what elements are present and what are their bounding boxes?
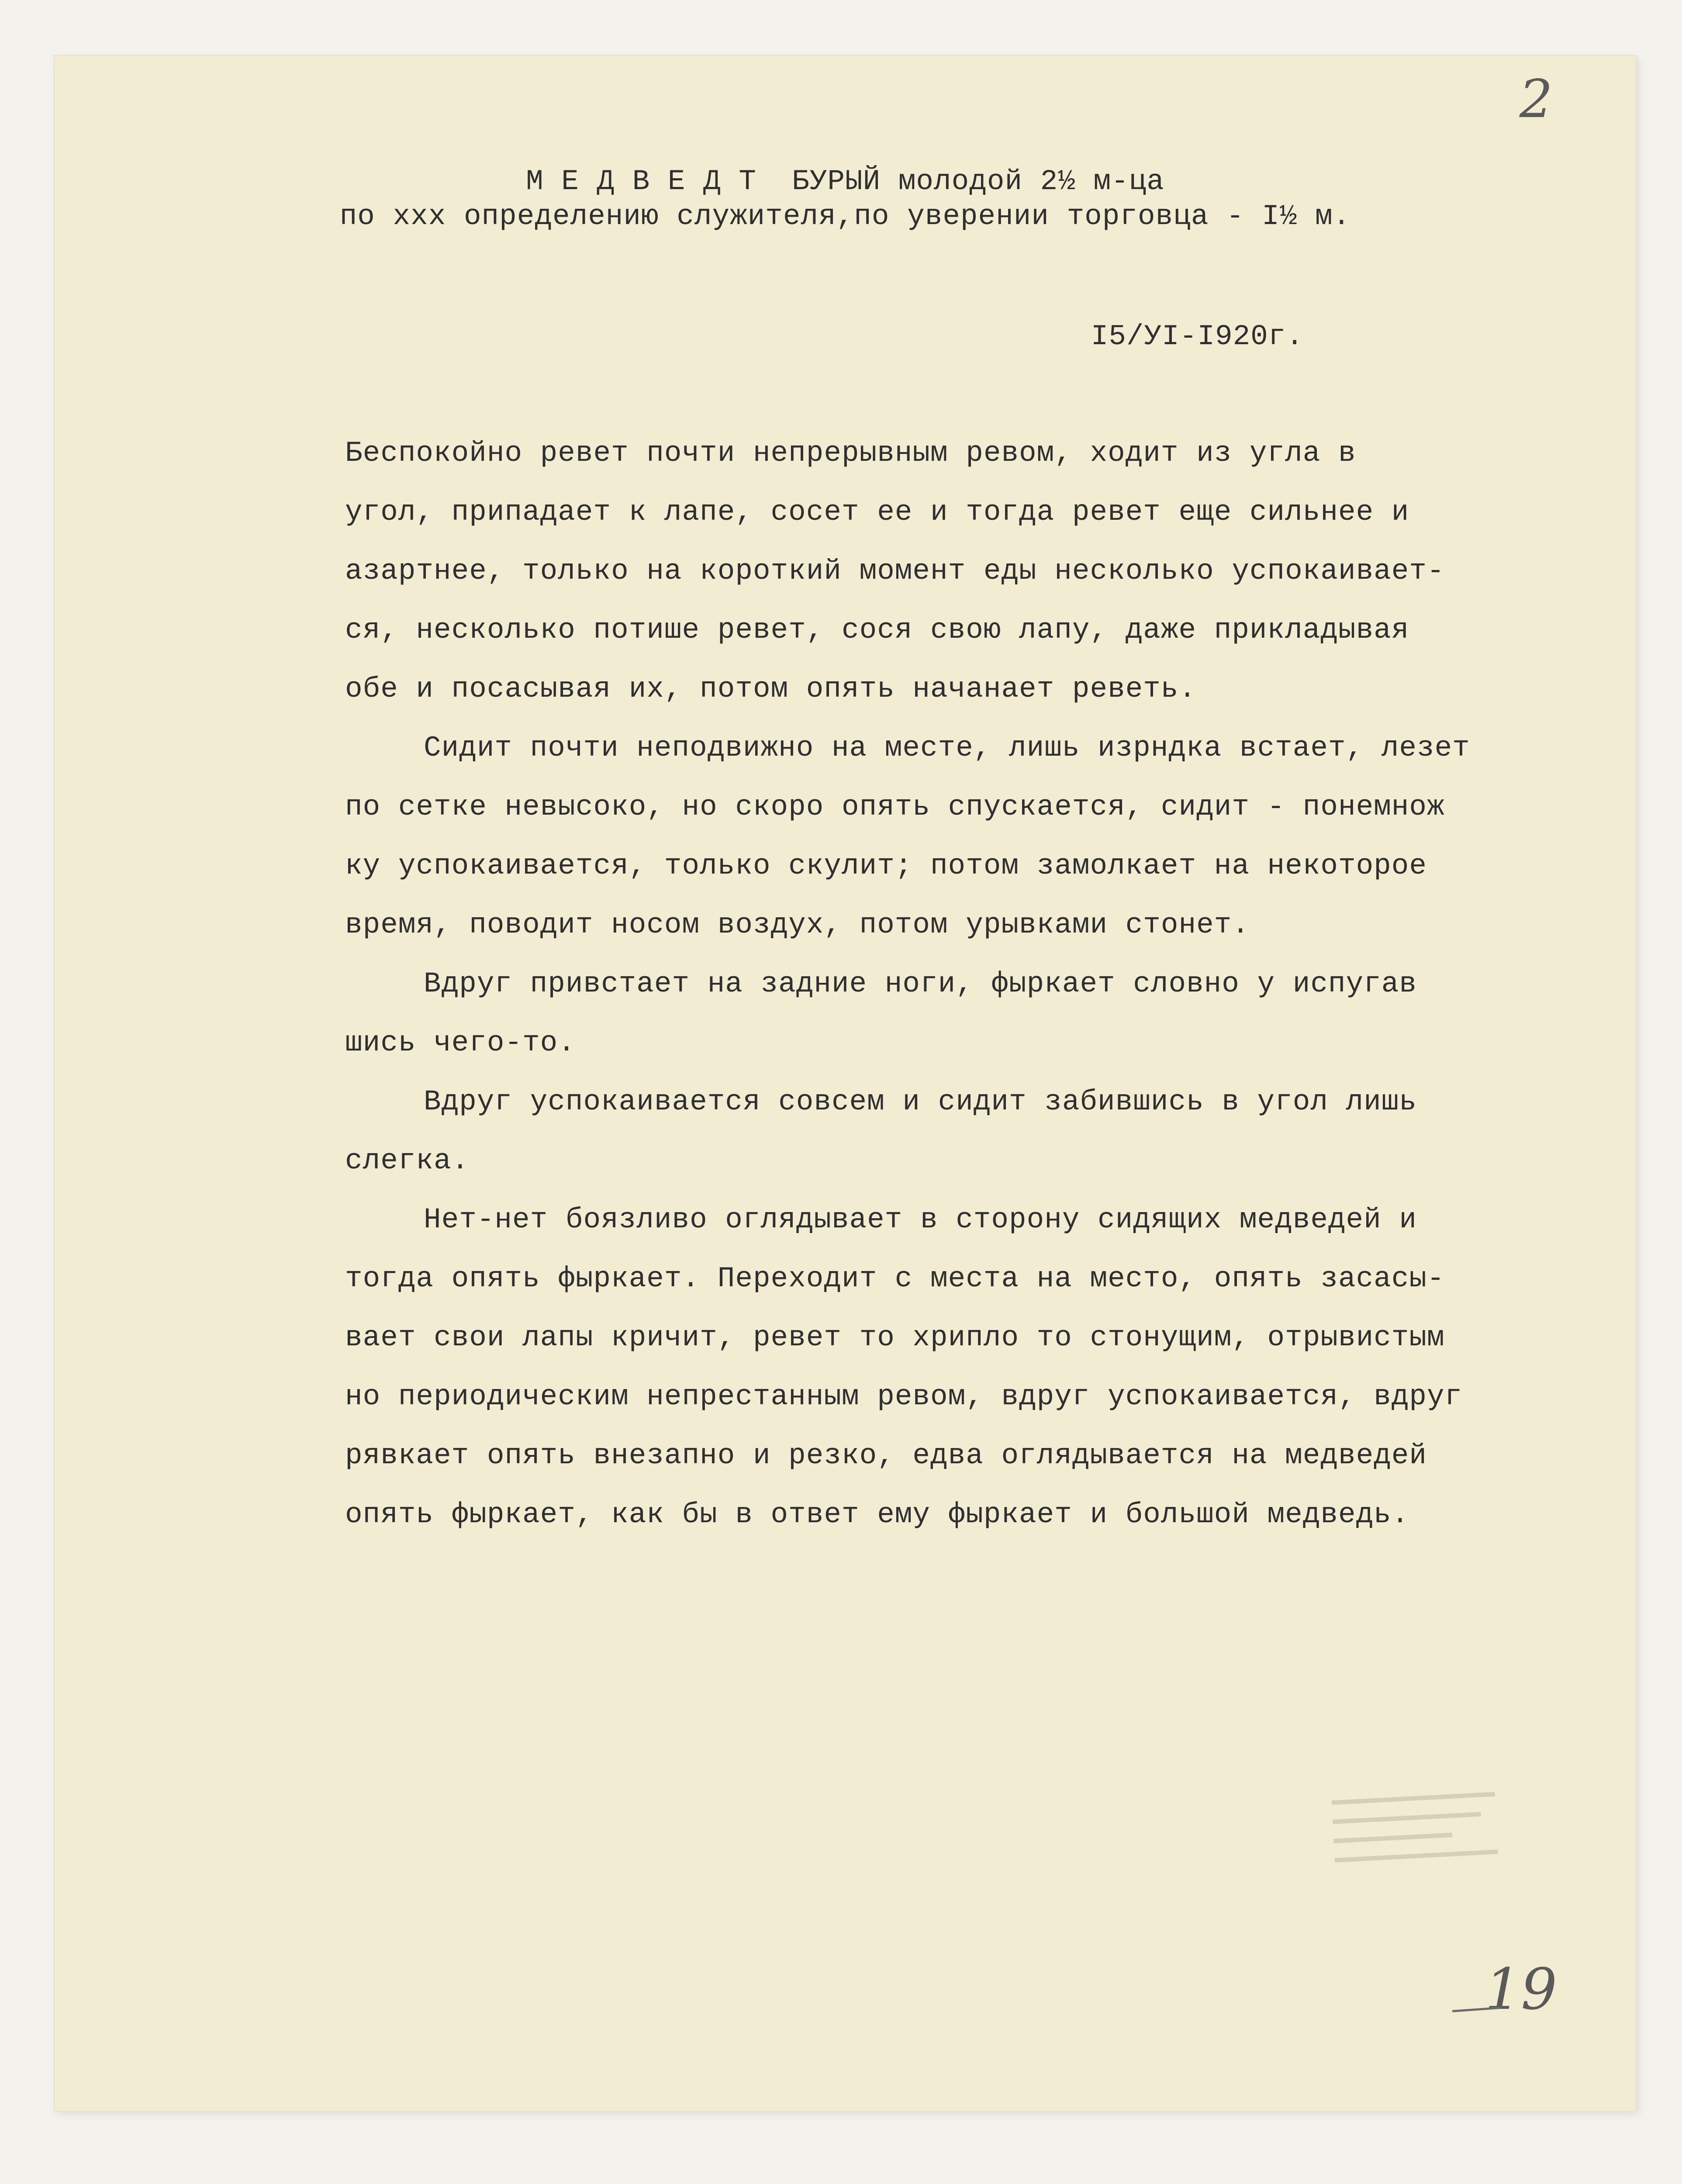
faded-archive-stamp: ▬▬▬▬▬▬▬▬▬▬▬ ▬▬▬▬▬▬▬▬▬▬ ▬▬▬▬▬▬▬▬ ▬▬▬▬▬▬▬▬▬▬▬ <box>1331 1783 1498 1866</box>
body-line: Сидит почти неподвижно на месте, лишь изрндка встает, лезет <box>424 732 1470 764</box>
body-line: шись чего-то. <box>345 1026 576 1059</box>
body-line: Беспокойно ревет почти непрерывным ревом, ходит из угла в <box>345 437 1356 470</box>
body-line: Вдруг привстает на задние ноги, фыркает словно у испугав <box>424 968 1417 1000</box>
body-line: Вдруг успокаивается совсем и сидит забившись в угол лишь <box>424 1085 1417 1118</box>
body-line: обе и посасывая их, потом опять начанает реветь. <box>345 673 1197 705</box>
document-page <box>55 56 1636 2111</box>
body-line: опять фыркает, как бы в ответ ему фыркает и большой медведь. <box>345 1498 1409 1531</box>
body-line: время, поводит носом воздух, потом урывками стонет. <box>345 909 1250 941</box>
body-line: угол, припадает к лапе, сосет ее и тогда ревет еще сильнее и <box>345 496 1409 529</box>
document-date: I5/УI-I920г. <box>1091 320 1304 353</box>
handwritten-page-number: 2 <box>1519 69 1553 130</box>
body-line: слегка. <box>345 1144 470 1177</box>
title-line-2: по xxx определению служителя,по уверении торговца - I½ м. <box>339 200 1351 233</box>
body-line: азартнее, только на короткий момент еды несколько успокаивает- <box>345 555 1445 587</box>
body-line: вает свои лапы кричит, ревет то хрипло то стонущим, отрывистым <box>345 1321 1445 1354</box>
body-line: но периодическим непрестанным ревом, вдруг успокаивается, вдруг <box>345 1380 1463 1413</box>
body-line: рявкает опять внезапно и резко, едва оглядывается на медведей <box>345 1439 1427 1472</box>
body-line: ку успокаивается, только скулит; потом замолкает на некоторое <box>345 850 1427 882</box>
body-line: Нет-нет боязливо оглядывает в сторону сидящих медведей и <box>424 1203 1417 1236</box>
handwritten-folio-number: 19 <box>1485 1956 1557 2022</box>
body-line: по сетке невысоко, но скоро опять спускается, сидит - понемнож <box>345 791 1445 823</box>
body-line: тогда опять фыркает. Переходит с места на место, опять засасы- <box>345 1262 1445 1295</box>
body-line: ся, несколько потише ревет, сося свою лапу, даже прикладывая <box>345 614 1409 646</box>
title-line-1: М Е Д В Е Д Т БУРЫЙ молодой 2½ м-ца <box>526 165 1164 198</box>
